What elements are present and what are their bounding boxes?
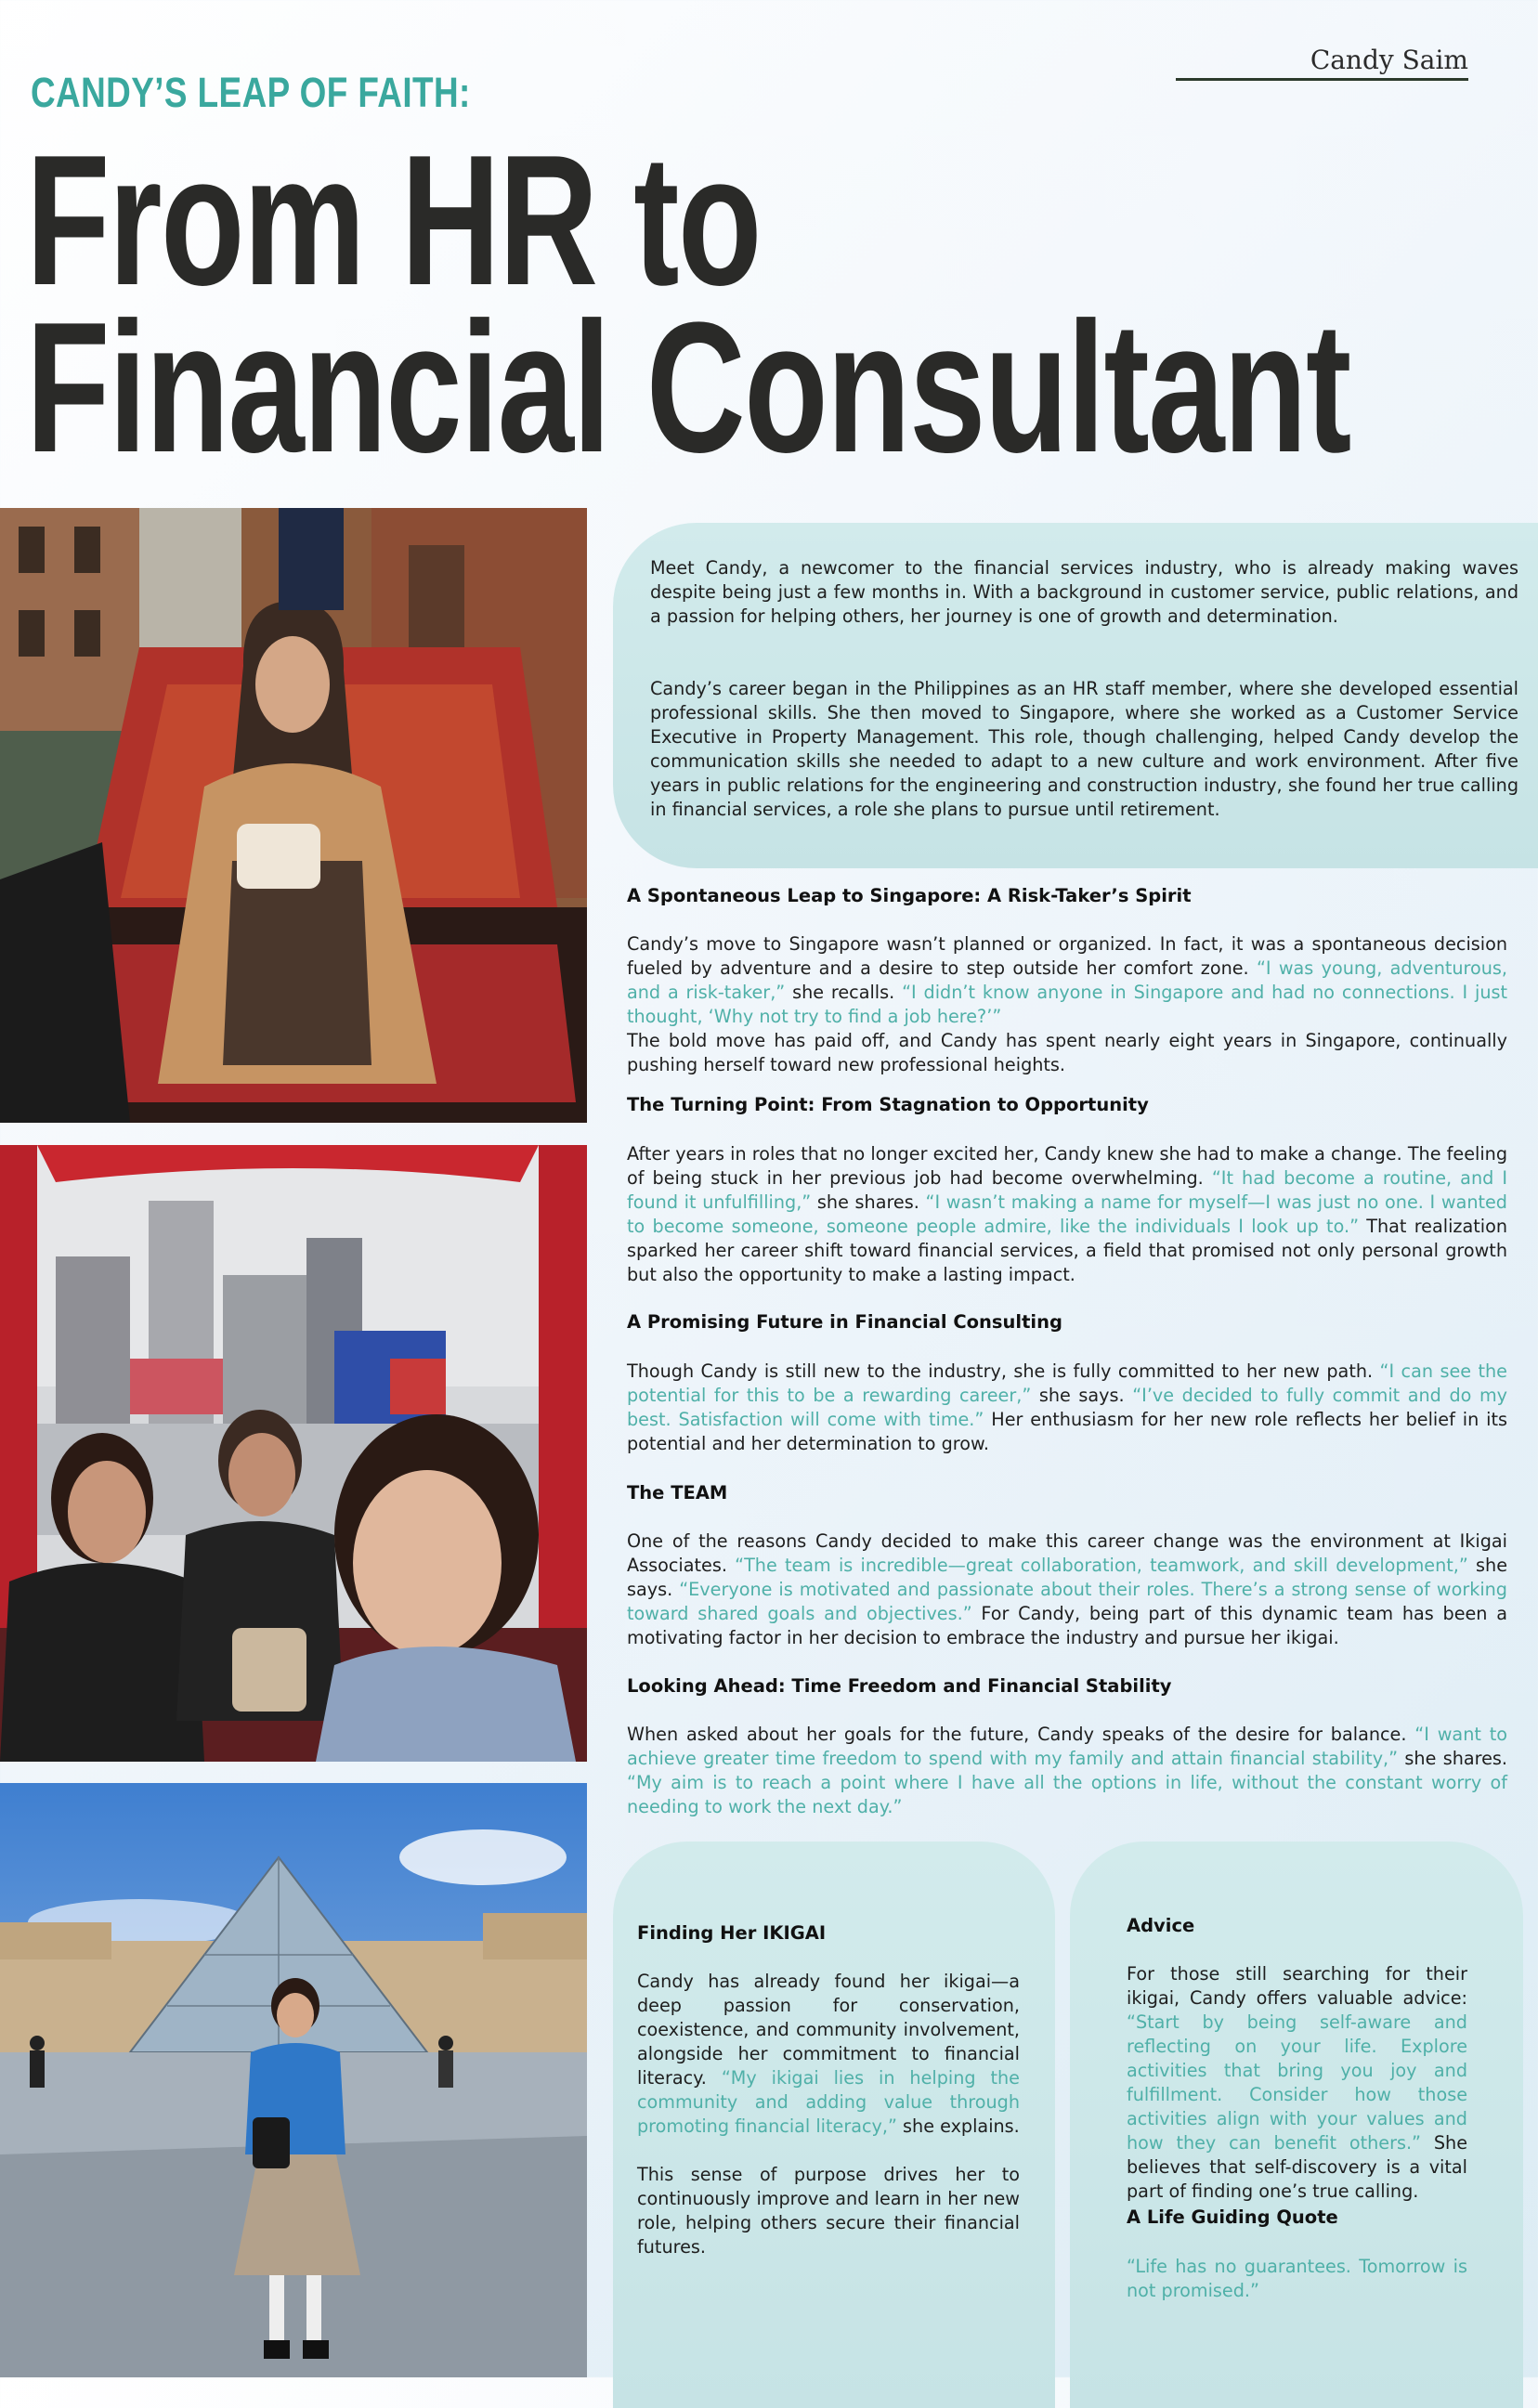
section-text-turning-point: After years in roles that no longer excited her, Candy knew she had to make a change. The feeling of being stuck in her previous job had become overwhelming. “It had become a routine, and I found it unfulfilling,” she shares. “I wasn’t making a name for myself—I was just no one. I wanted to become someone, someone people admire, like the individuals I look up to.” That realization sparked her career shift toward financial services, a field that promised not only personal growth but also the opportunity to make a lasting impact.	[627, 1143, 1508, 1285]
pull-quote: “Start by being self-aware and reflecting on your life. Explore activities that bring you joy and fulfillment. Consider how those activities align with your values and how they can benefit others.”	[1127, 2011, 1467, 2154]
section-heading-finding-ikigai: Finding Her IKIGAI	[637, 1922, 827, 1944]
byline-rule	[1176, 78, 1468, 81]
section-heading-team: The TEAM	[627, 1482, 728, 1503]
ferris-wheel-group-photo	[0, 1145, 587, 1762]
author-byline: Candy Saim	[1310, 45, 1468, 75]
pull-quote: “My aim is to reach a point where I have all the options in life, without the constant worry of needing to work the next day.”	[627, 1772, 1507, 1817]
section-text-team: One of the reasons Candy decided to make this career change was the environment at Ikigai Associates. “The team is incredible—great collaboration, teamwork, and skill development,” she says. “Everyone is motivated and passionate about their roles. There’s a strong sense of working toward shared goals and objectives.” For Candy, being part of this dynamic team has been a motivating factor in her decision to embrace the industry and pursue her ikigai.	[627, 1530, 1507, 1648]
pull-quote: “I can see the potential for this to be a rewarding career,”	[627, 1360, 1507, 1406]
section-text-advice: For those still searching for their ikigai, Candy offers valuable advice: “Start by being self-aware and reflecting on your life. Explore activities that bring you joy and fulfillment. Consider how those activities align with your values and how they can benefit others.” She believes that self-discovery is a vital part of finding one’s true calling.	[1127, 1963, 1468, 2202]
louvre-pyramid-photo	[0, 1783, 587, 2377]
section-text-ikigai-purpose: This sense of purpose drives her to continuously improve and learn in her new role, helping others secure their financial futures.	[637, 2164, 1020, 2258]
headline-line-2: Financial Consultant	[26, 284, 1350, 491]
section-heading-spontaneous-leap: A Spontaneous Leap to Singapore: A Risk-Taker’s Spirit	[627, 885, 1192, 906]
section-text-promising-future: Though Candy is still new to the industry, she is fully committed to her new path. “I can see the potential for this to be a rewarding career,” she says. “I’ve decided to fully commit and do my best. Satisfaction will come with time.” Her enthusiasm for her new role reflects her belief in its potential and her determination to grow.	[627, 1360, 1508, 1454]
pull-quote: “The team is incredible—great collaboration, teamwork, and skill development,”	[735, 1555, 1468, 1576]
headline-line-1: From HR to	[26, 117, 761, 324]
section-heading-life-quote: A Life Guiding Quote	[1127, 2206, 1338, 2228]
pull-quote: “I didn’t know anyone in Singapore and had no connections. I just thought, ‘Why not try to find a job here?’”	[627, 982, 1508, 1027]
section-heading-promising-future: A Promising Future in Financial Consulting	[627, 1311, 1062, 1333]
life-guiding-quote: “Life has no guarantees. Tomorrow is not promised.”	[1127, 2256, 1467, 2301]
section-heading-looking-ahead: Looking Ahead: Time Freedom and Financial Stability	[627, 1675, 1172, 1697]
pull-quote: “I was young, adventurous, and a risk-taker,”	[627, 957, 1508, 1003]
section-text-looking-ahead: When asked about her goals for the future, Candy speaks of the desire for balance. “I want to achieve greater time freedom to spend with my family and attain financial stability,” she shares. “My aim is to reach a point where I have all the options in life, without the constant worry of needing to work the next day.”	[627, 1724, 1507, 1817]
pull-quote: “It had become a routine, and I found it unfulfilling,”	[627, 1167, 1508, 1213]
pull-quote: “Everyone is motivated and passionate about their roles. There’s a strong sense of working toward shared goals and objectives.”	[627, 1579, 1507, 1624]
pull-quote: “I want to achieve greater time freedom to spend with my family and attain financial stability,”	[627, 1724, 1507, 1769]
intro-paragraph-1: Meet Candy, a newcomer to the financial services industry, who is already making waves despite being just a few months in. With a background in customer service, public relations, and a passion for helping others, her journey is one of growth and determination.	[650, 557, 1518, 627]
intro-paragraph-2: Candy’s career began in the Philippines as an HR staff member, where she developed essential professional skills. She then moved to Singapore, where she worked as a Customer Service Executive in Property Management. This role, though challenging, helped Candy develop the communication skills she needed to adapt to a new culture and work environment. After five years in public relations for the engineering and construction industry, she found her true calling in financial services, a role she plans to pursue until retirement.	[650, 678, 1518, 820]
kicker-title: CANDY’S LEAP OF FAITH:	[31, 69, 471, 116]
section-heading-turning-point: The Turning Point: From Stagnation to Opportunity	[627, 1094, 1149, 1115]
section-text-finding-ikigai: Candy has already found her ikigai—a deep passion for conservation, coexistence, and community involvement, alongside her commitment to financial literacy. “My ikigai lies in helping the community and adding value through promoting financial literacy,” she explains.	[637, 1971, 1020, 2137]
pull-quote: “I wasn’t making a name for myself—I was just no one. I wanted to become someone, someone people admire, like the individuals I look up to.”	[627, 1191, 1507, 1237]
pull-quote: “My ikigai lies in helping the community and adding value through promoting financial literacy,”	[637, 2067, 1020, 2137]
venice-gondola-photo	[0, 508, 587, 1123]
section-text-spontaneous-leap: Candy’s move to Singapore wasn’t planned or organized. In fact, it was a spontaneous decision fueled by adventure and a desire to step outside her comfort zone. “I was young, adventurous, and a risk-taker,” she recalls. “I didn’t know anyone in Singapore and had no connections. I just thought, ‘Why not try to find a job here?’” The bold move has paid off, and Candy has spent nearly eight years in Singapore, continually pushing herself toward new professional heights.	[627, 933, 1508, 1075]
pull-quote: “I’ve decided to fully commit and do my best. Satisfaction will come with time.”	[627, 1385, 1508, 1430]
section-heading-advice: Advice	[1127, 1915, 1195, 1936]
